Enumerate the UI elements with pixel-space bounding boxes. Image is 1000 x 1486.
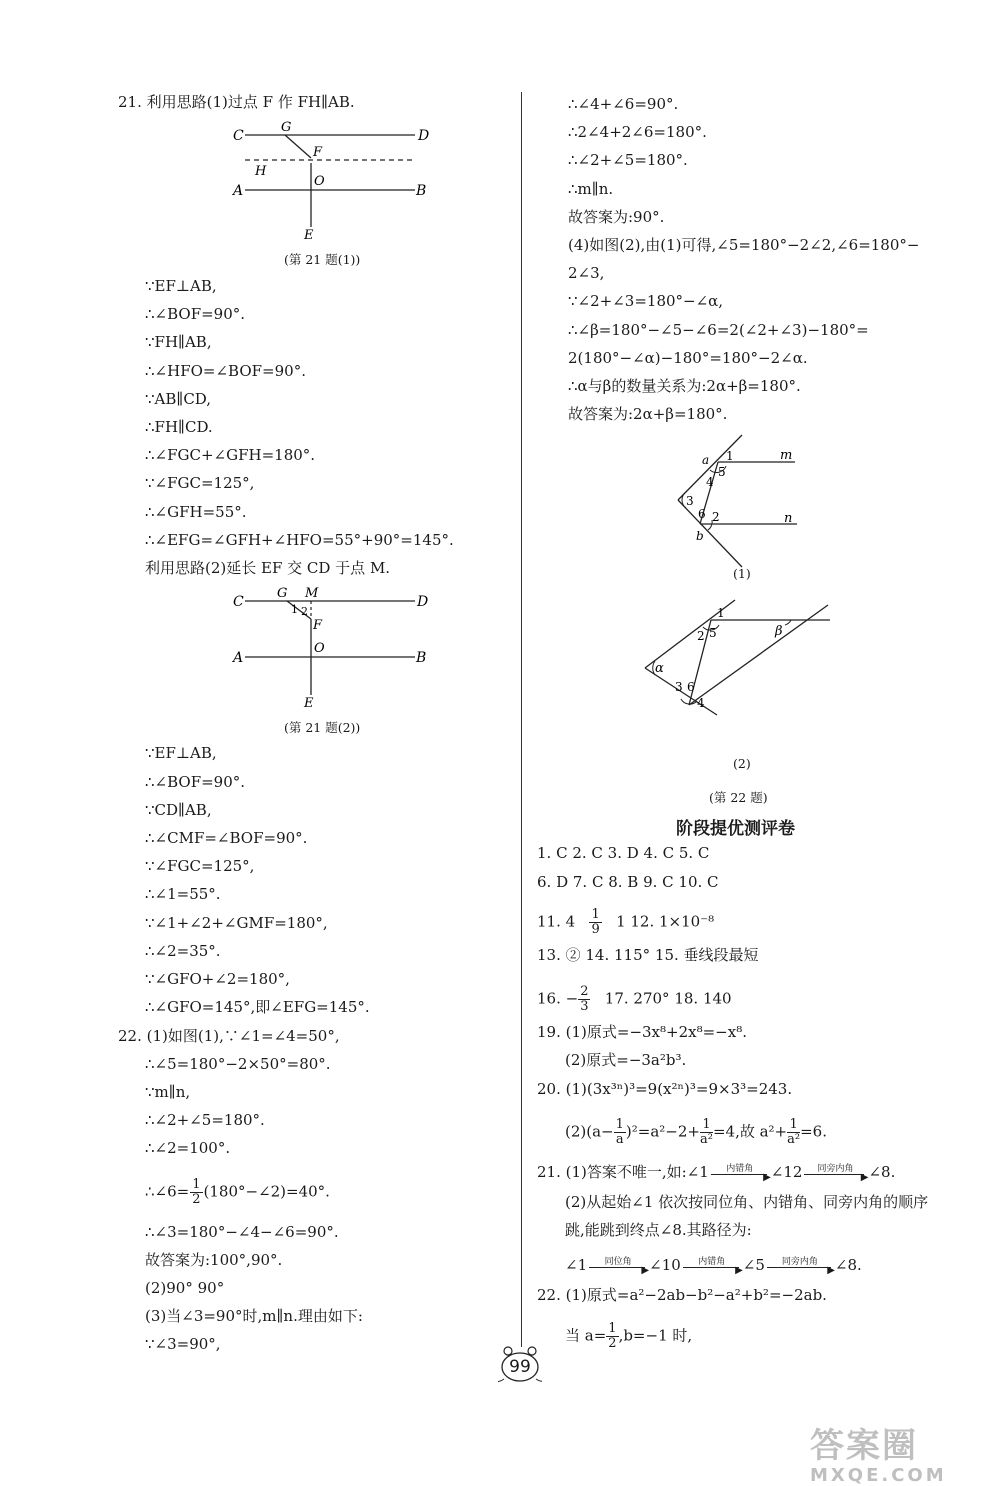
text-line: ∴α与β的数量关系为:2α+β=180°. bbox=[568, 377, 801, 395]
text-line: 故答案为:100°,90°. bbox=[145, 1251, 283, 1269]
figure-21-2-caption: (第 21 题(2)) bbox=[284, 720, 361, 735]
answer-line: 19. (1)原式=−3x⁸+2x⁸=−x⁸. bbox=[537, 1023, 747, 1041]
answer-line: 当 a= $\frac{1}{2}$ ,b=−1 时, bbox=[565, 1321, 693, 1351]
svg-text:M: M bbox=[305, 586, 319, 601]
answer-line: (2)原式=−3a²b³. bbox=[565, 1051, 687, 1069]
text-line: ∵CD∥AB, bbox=[145, 801, 212, 819]
svg-text:C: C bbox=[233, 594, 244, 610]
answer-line: 1. C 2. C 3. D 4. C 5. C bbox=[537, 844, 710, 862]
svg-text:O: O bbox=[314, 641, 325, 656]
answer-line: ∠1 同位角 ▶ ∠10 内错角 ▶ ∠5 同旁内角 ▶ ∠8. bbox=[565, 1256, 862, 1276]
figure-21-1-caption: (第 21 题(1)) bbox=[284, 252, 361, 267]
figure-22-1 bbox=[660, 430, 820, 570]
text-line: ∵m∥n, bbox=[145, 1083, 191, 1101]
text-line: ∴FH∥CD. bbox=[145, 418, 213, 436]
svg-text:G: G bbox=[281, 120, 292, 135]
svg-text:4: 4 bbox=[697, 696, 705, 710]
figure-21-1 bbox=[225, 115, 435, 245]
text-line: ∴∠1=55°. bbox=[145, 885, 221, 903]
svg-text:6: 6 bbox=[698, 507, 706, 521]
svg-text:E: E bbox=[304, 228, 314, 243]
answer-line: 11. 4 $\frac{1}{9}$ 1 12. 1×10⁻⁸ bbox=[537, 907, 715, 937]
svg-text:6: 6 bbox=[687, 680, 695, 694]
text-line: ∴∠FGC+∠GFH=180°. bbox=[145, 446, 316, 464]
text-line: ∴∠EFG=∠GFH+∠HFO=55°+90°=145°. bbox=[145, 531, 454, 549]
text-line: ∴∠GFO=145°,即∠EFG=145°. bbox=[145, 998, 370, 1016]
text-line: ∴∠4+∠6=90°. bbox=[568, 95, 679, 113]
q22-intro: 22. (1)如图(1),∵∠1=∠4=50°, bbox=[118, 1027, 340, 1045]
text-line: ∵∠2+∠3=180°−∠α, bbox=[568, 292, 724, 310]
svg-text:5: 5 bbox=[709, 626, 717, 640]
text-line: 2∠3, bbox=[568, 264, 605, 282]
figure-22-2-caption: (2) bbox=[733, 756, 751, 771]
svg-text:G: G bbox=[277, 586, 288, 601]
text-line: ∴∠6= $\frac{1}{2}$ (180°−∠2)=40°. bbox=[145, 1177, 330, 1207]
svg-text:3: 3 bbox=[686, 494, 694, 508]
svg-text:F: F bbox=[313, 618, 323, 633]
svg-text:m: m bbox=[780, 448, 793, 463]
svg-text:1: 1 bbox=[717, 606, 725, 620]
text-line: ∴∠3=180°−∠4−∠6=90°. bbox=[145, 1223, 339, 1241]
svg-text:E: E bbox=[304, 696, 314, 711]
watermark-text: 答案圈 bbox=[810, 1426, 918, 1466]
q21-intro: 21. 利用思路(1)过点 F 作 FH∥AB. bbox=[118, 93, 355, 111]
svg-text:H: H bbox=[255, 164, 267, 179]
text-line: ∵FH∥AB, bbox=[145, 333, 212, 351]
column-divider bbox=[521, 92, 522, 1347]
svg-text:B: B bbox=[416, 183, 427, 199]
text-line: (4)如图(2),由(1)可得,∠5=180°−2∠2,∠6=180°− bbox=[568, 236, 920, 254]
text-line: ∴2∠4+2∠6=180°. bbox=[568, 123, 707, 141]
text-line: ∵∠FGC=125°, bbox=[145, 474, 255, 492]
svg-text:a: a bbox=[702, 453, 710, 467]
figure-21-2 bbox=[225, 583, 435, 713]
svg-text:5: 5 bbox=[718, 465, 726, 479]
svg-text:3: 3 bbox=[675, 680, 683, 694]
text-line: 利用思路(2)延长 EF 交 CD 于点 M. bbox=[145, 559, 391, 577]
text-line: ∵EF⊥AB, bbox=[145, 277, 217, 295]
svg-text:4: 4 bbox=[706, 475, 714, 489]
svg-text:O: O bbox=[314, 174, 325, 189]
text-line: ∵∠3=90°, bbox=[145, 1335, 221, 1353]
answer-line: 跳,能跳到终点∠8.其路径为: bbox=[565, 1221, 752, 1239]
svg-text:A: A bbox=[233, 183, 244, 199]
text-line: ∴∠2=35°. bbox=[145, 942, 221, 960]
svg-text:D: D bbox=[418, 128, 430, 144]
section-title: 阶段提优测评卷 bbox=[676, 819, 795, 839]
figure-22-2 bbox=[635, 595, 835, 745]
figure-22-1-caption: (1) bbox=[733, 566, 751, 581]
answer-line: (2)(a− $\frac{1}{a}$ )²=a²−2+ $\frac{1}{\text{a²}}$ =4,故 a²+ $\frac{1}{\text{a²}}$ =6. bbox=[565, 1117, 827, 1147]
watermark bbox=[810, 1418, 947, 1486]
answer-line: 6. D 7. C 8. B 9. C 10. C bbox=[537, 873, 719, 891]
svg-text:2: 2 bbox=[697, 629, 705, 643]
text-line: ∴∠2=100°. bbox=[145, 1139, 231, 1157]
text-line: ∵EF⊥AB, bbox=[145, 744, 217, 762]
svg-text:1: 1 bbox=[291, 603, 298, 616]
answer-line: 21. (1)答案不唯一,如:∠1 内错角 ▶ ∠12 同旁内角 ▶ ∠8. bbox=[537, 1163, 896, 1183]
answer-line: 22. (1)原式=a²−2ab−b²−a²+b²=−2ab. bbox=[537, 1286, 827, 1304]
text-line: ∴∠CMF=∠BOF=90°. bbox=[145, 829, 308, 847]
text-line: ∴∠5=180°−2×50°=80°. bbox=[145, 1055, 331, 1073]
text-line: ∴m∥n. bbox=[568, 180, 614, 198]
text-line: ∴∠2+∠5=180°. bbox=[568, 151, 688, 169]
answer-line: (2)从起始∠1 依次按同位角、内错角、同旁内角的顺序 bbox=[565, 1193, 929, 1211]
page-number: 99 bbox=[509, 1357, 531, 1377]
text-line: 故答案为:90°. bbox=[568, 208, 665, 226]
svg-text:D: D bbox=[417, 594, 429, 610]
svg-text:A: A bbox=[233, 650, 244, 666]
text-line: ∴∠BOF=90°. bbox=[145, 305, 246, 323]
svg-text:n: n bbox=[784, 511, 793, 526]
answer-line: 13. ② 14. 115° 15. 垂线段最短 bbox=[537, 946, 759, 964]
figure-22-caption: (第 22 题) bbox=[709, 790, 768, 805]
text-line: ∴∠BOF=90°. bbox=[145, 773, 246, 791]
text-line: ∵AB∥CD, bbox=[145, 390, 212, 408]
svg-text:B: B bbox=[416, 650, 427, 666]
svg-text:2: 2 bbox=[301, 605, 308, 618]
page-number-badge bbox=[498, 1345, 542, 1385]
text-line: 故答案为:2α+β=180°. bbox=[568, 405, 728, 423]
text-line: ∵∠GFO+∠2=180°, bbox=[145, 970, 290, 988]
text-line: (2)90° 90° bbox=[145, 1279, 225, 1297]
answer-line: 16. − $\frac{2}{3}$ 17. 270° 18. 140 bbox=[537, 984, 732, 1014]
text-line: ∵∠1+∠2+∠GMF=180°, bbox=[145, 914, 328, 932]
text-line: ∴∠2+∠5=180°. bbox=[145, 1111, 265, 1129]
svg-text:1: 1 bbox=[726, 449, 734, 463]
svg-text:α: α bbox=[655, 661, 664, 676]
text-line: ∴∠HFO=∠BOF=90°. bbox=[145, 362, 306, 380]
text-line: ∴∠β=180°−∠5−∠6=2(∠2+∠3)−180°= bbox=[568, 321, 869, 339]
svg-text:F: F bbox=[313, 145, 323, 160]
svg-text:C: C bbox=[233, 128, 244, 144]
svg-text:β: β bbox=[775, 624, 783, 639]
answer-line: 20. (1)(3x³ⁿ)³=9(x²ⁿ)³=9×3³=243. bbox=[537, 1080, 793, 1098]
svg-text:b: b bbox=[696, 529, 704, 543]
text-line: (3)当∠3=90°时,m∥n.理由如下: bbox=[145, 1307, 363, 1325]
svg-text:2: 2 bbox=[712, 510, 720, 524]
watermark-url: MXQE.COM bbox=[810, 1465, 947, 1486]
text-line: ∵∠FGC=125°, bbox=[145, 857, 255, 875]
text-line: ∴∠GFH=55°. bbox=[145, 503, 247, 521]
text-line: 2(180°−∠α)−180°=180°−2∠α. bbox=[568, 349, 808, 367]
